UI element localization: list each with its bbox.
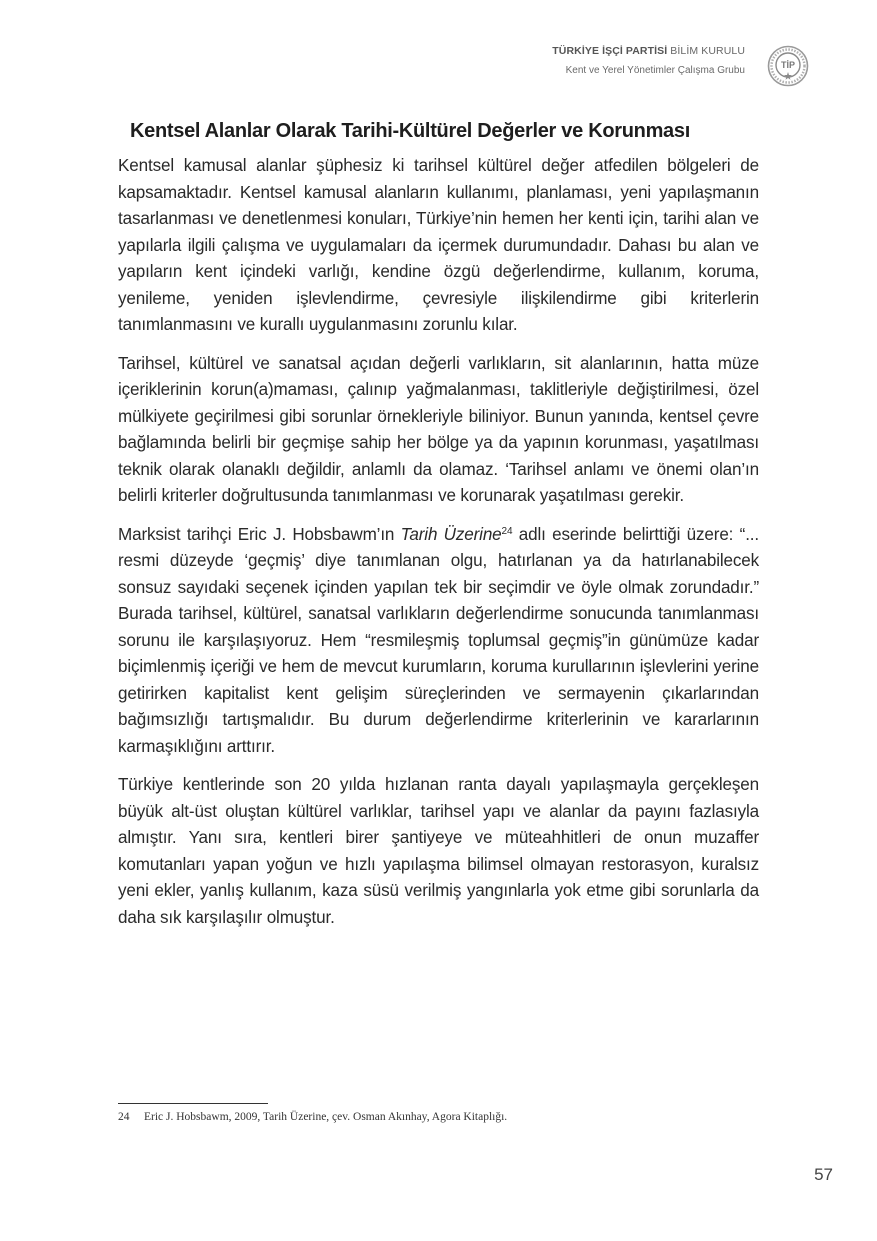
paragraph-1: Kentsel kamusal alanlar şüphesiz ki tarihsel kültürel değer atfedilen bölgeleri de kapsamaktadır. Kentsel kamusal alanların kullanımı, planlaması, yeni yapılaşmanın tasarlanması ve denetlenmesi konuları, Türkiye’nin hemen her kenti için, tarihi alan ve yapılarla ilgili çalışma ve uygulamaları da içermek durumundadır. Dahası bu alan ve yapıların kent içindeki varlığı, kendine özgü değerlendirme, kullanım, koruma, yenileme, yeniden işlevlendirme, çevresiyle ilişkilendirme gibi kriterlerin tanımlanmasını ve kurallı uygulanmasını zorunlu kılar. — [118, 156, 759, 334]
section-title: Kentsel Alanlar Olarak Tarihi-Kültürel Değerler ve Korunması — [130, 120, 690, 142]
header-subtitle: Kent ve Yerel Yönetimler Çalışma Grubu — [565, 65, 745, 76]
paragraph-3-rest: adlı eserinde belirttiği üzere: “... resmi düzeyde ‘geçmiş’ diye tanımlanan olgu, hatırlanan ya da hatırlanabilecek sonsuz sayıdaki seçenek içinden yapılan tek bir seçimdir ve öyle olmak zorundadır.” Burada tarihsel, kültürel, sanatsal varlıkların değerlendirme sonucunda tanımlanması sorunu ile karşılaşıyoruz. Hem “resmileşmiş toplumsal geçmiş”in günümüze kadar biçimlenmiş içeriği ve hem de mevcut kurumların, koruma kurullarının işlevlerini yerine getirirken kapitalist kent gelişim süreçlerinden ve sermayenin çıkarlarından bağımsızlığı tartışmalıdır. Bu durum değerlendirme kriterlerinin ve kararlarının karmaşıklığını arttırır. — [118, 524, 760, 756]
body-text — [118, 153, 759, 943]
tip-emblem-icon — [767, 45, 809, 87]
header-org-bold: TÜRKİYE İŞÇİ PARTİSİ — [552, 45, 668, 57]
paragraph-3 — [118, 522, 759, 761]
svg-text:TİP: TİP — [780, 60, 796, 70]
footnote-text: Eric J. Hobsbawm, 2009, Tarih Üzerine, çev. Osman Akınhay, Agora Kitaplığı. — [144, 1111, 508, 1123]
paragraph-4: Türkiye kentlerinde son 20 yılda hızlanan ranta dayalı yapılaşmayla gerçekleşen büyük alt-üst oluştan kültürel varlıklar, tarihsel yapı ve alanlar da payını fazlasıyla almıştır. Yanı sıra, kentleri birer şantiyeye ve müteahhitleri de onun muzaffer komutanları yapan yoğun ve hızlı yapılaşma bilimsel olmayan restorasyon, kuralsız yeni ekler, yanlış kullanım, kaza süsü verilmiş yangınlarla yok etme gibi sorunlarla da daha sık karşılaşılır olmuştur. — [118, 775, 759, 927]
header-organization — [552, 44, 745, 58]
book-title: Tarih Üzerine — [400, 524, 502, 544]
paragraph-2: Tarihsel, kültürel ve sanatsal açıdan değerli varlıkların, sit alanlarının, hatta müze içeriklerinin korun(a)maması, çalınıp yağmalanması, taklitleriyle değiştirilmesi, özel mülkiyete geçirilmesi gibi sorunlar örnekleriyle biliniyor. Bunun yanında, kentsel çevre bağlamında belirli bir geçmişe sahip her bölge ya da yapının korunması, yaşatılması teknik olarak olanaklı değildir, anlamlı da olamaz. ‘Tarihsel anlamı ve önemi olan’ın belirli kriterler doğrultusunda tanımlanması ve korunarak yaşatılması gerekir. — [118, 353, 759, 505]
page-number: 57 — [814, 1165, 833, 1184]
paragraph-3-intro: Marksist tarihçi Eric J. Hobsbawm’ın — [118, 524, 401, 544]
footnote-number: 24 — [118, 1111, 130, 1123]
page-header — [552, 44, 745, 78]
footnote-divider — [118, 1103, 268, 1104]
footnote — [118, 1111, 507, 1123]
footnote-reference[interactable]: 24 — [501, 525, 513, 537]
header-org-rest: BİLİM KURULU — [667, 45, 745, 57]
